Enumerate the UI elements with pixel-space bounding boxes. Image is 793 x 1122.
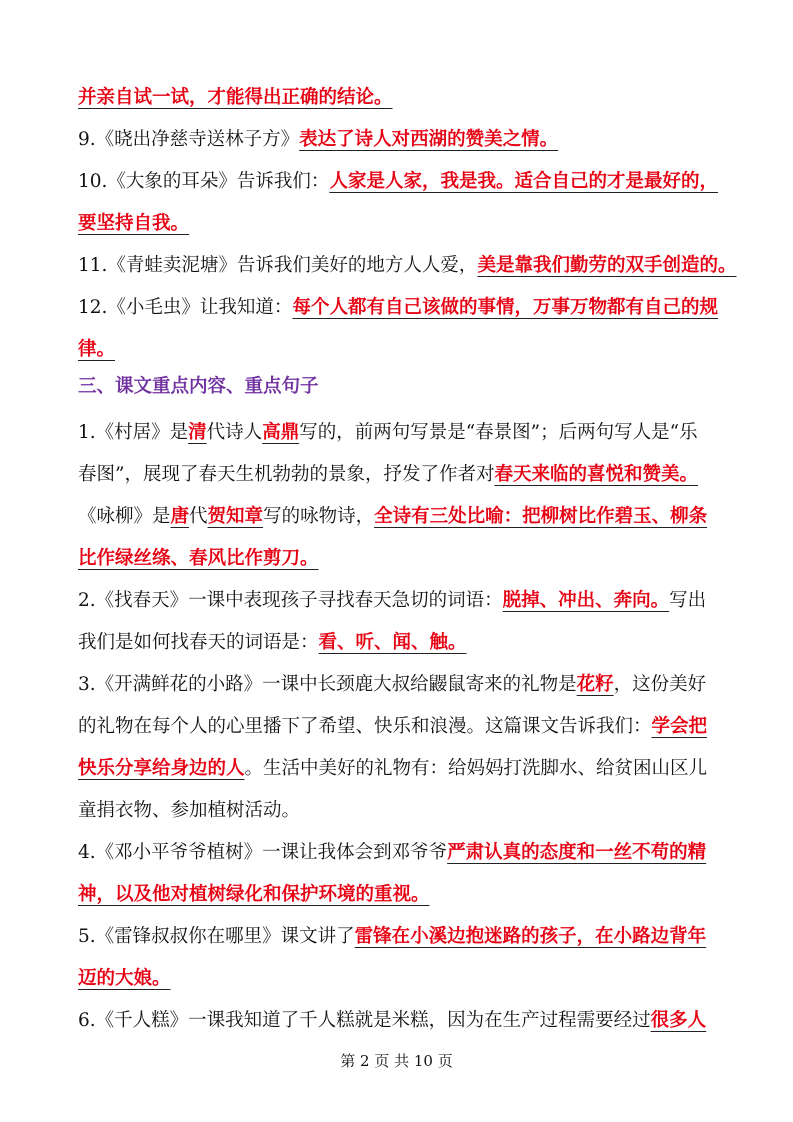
text-line [78,874,723,916]
answer-text: 每个人都有自己该做的事情，万事万物都有自己的规 [292,297,718,318]
body-text: 9.《晓出净慈寺送林子方》 [78,129,300,150]
text-line [78,580,723,622]
body-text: 写出 [669,590,707,611]
answer-text: 清 [188,422,207,443]
answer-text: 很多人 [650,1010,707,1031]
text-line [78,119,723,161]
answer-text: 并亲自试一试，才能得出正确的结论。 [78,87,393,108]
answer-text: 比作绿丝绦、春风比作剪刀。 [78,548,319,569]
body-text: 12.《小毛虫》让我知道： [78,297,293,318]
text-line [78,454,723,496]
text-line [78,329,723,371]
text-line [78,706,723,748]
text-line [78,622,723,664]
body-text: 1.《村居》是 [78,422,189,443]
body-text: 童捐衣物、参加植树活动。 [78,800,301,821]
body-text: 10.《大象的耳朵》告诉我们： [78,171,330,192]
body-text: 《咏柳》是 [78,506,171,527]
text-line [78,958,723,1000]
text-line [78,790,723,832]
answer-text: 表达了诗人对西湖的赞美之情。 [299,129,559,150]
answer-text: 雷锋在小溪边抱迷路的孩子，在小路边背年 [354,926,707,947]
body-text: 写的咏物诗， [263,506,375,527]
body-text: 写的，前两句写景是“春景图”；后两句写人是“乐 [299,422,698,443]
text-line [78,1000,723,1042]
body-text: 春图”，展现了春天生机勃勃的景象，抒发了作者对 [78,464,495,485]
answer-text: 严肃认真的态度和一丝不苟的精 [447,842,707,863]
answer-text: 人家是人家，我是我。适合自己的才是最好的， [329,171,718,192]
answer-text: 神，以及他对植树绿化和保护环境的重视。 [78,884,430,905]
body-text: 3.《开满鲜花的小路》一课中长颈鹿大叔给鼹鼠寄来的礼物是 [78,674,577,695]
answer-text: 律。 [78,339,116,360]
text-line [78,203,723,245]
answer-text: 贺知章 [207,506,264,527]
text-line [78,538,723,580]
answer-text: 要坚持自我。 [78,213,190,234]
text-line [78,412,723,454]
answer-text: 快乐分享给身边的人 [78,758,245,779]
body-text: 11.《青蛙卖泥塘》告诉我们美好的地方人人爱， [78,255,478,276]
answer-text: 迈的大娘。 [78,968,171,989]
body-text: 的礼物在每个人的心里播下了希望、快乐和浪漫。这篇课文告诉我们： [78,716,652,737]
text-line [78,366,723,408]
body-text: 4.《邓小平爷爷植树》一课让我体会到邓爷爷 [78,842,448,863]
answer-text: 花籽 [576,674,614,695]
section-heading: 三、课文重点内容、重点句子 [78,376,319,397]
text-line [78,832,723,874]
answer-text: 春天来临的喜悦和赞美。 [494,464,698,485]
text-line [78,161,723,203]
text-line [78,245,737,287]
answer-text: 美是靠我们勤劳的双手创造的。 [477,255,737,276]
text-line [78,664,723,706]
page-footer: 第 2 页 共 10 页 [340,1052,453,1070]
body-text: 2.《找春天》一课中表现孩子寻找春天急切的词语： [78,590,503,611]
text-line [78,748,723,790]
answer-text: 脱掉、冲出、奔向。 [502,590,670,611]
body-text: 5.《雷锋叔叔你在哪里》课文讲了 [78,926,355,947]
text-line [78,287,723,329]
body-text: 6.《千人糕》一课我知道了千人糕就是米糕，因为在生产过程需要经过 [78,1010,651,1031]
answer-text: 看、听、闻、触。 [318,632,467,653]
text-line [78,496,723,538]
body-text: 我们是如何找春天的词语是： [78,632,319,653]
body-text: ，这份美好 [613,674,707,695]
answer-text: 全诗有三处比喻：把柳树比作碧玉、柳条 [374,506,708,527]
answer-text: 唐 [170,506,190,527]
body-text: 代诗人 [206,422,263,443]
text-line [78,916,723,958]
text-line [78,77,723,119]
body-text: 。生活中美好的礼物有：给妈妈打洗脚水、给贫困山区儿 [244,758,708,779]
answer-text: 学会把 [651,716,708,737]
answer-text: 高鼎 [262,422,300,443]
body-text: 代 [189,506,208,527]
